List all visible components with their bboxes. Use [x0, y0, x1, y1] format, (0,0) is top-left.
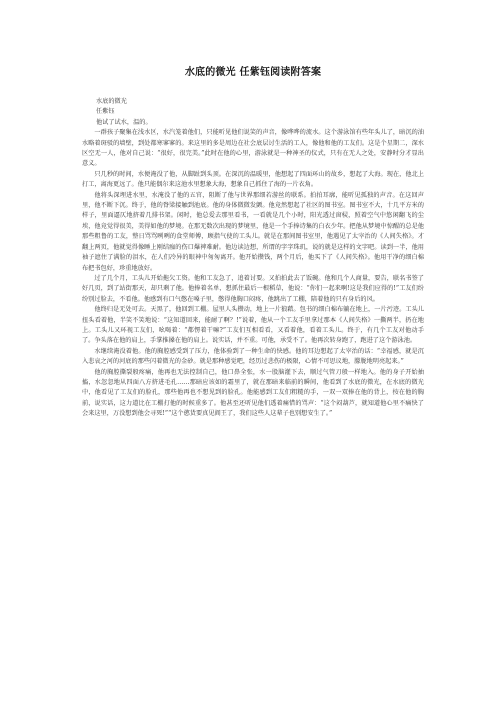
paragraph-2: 只几秒的时间，水便淹没了他，从脚趾到头顶。在深沉的温暖里，他想起了四面环山的故乡，想起了大海。现在，他北上打工，离海更远了。他只能偶尔来这池水里想象大海，想象自己抓住了海的一片衣角。 [82, 170, 424, 189]
document-title: 水底的微光 任紫钰阅读附答案 [184, 67, 322, 78]
story-author: 任紫钰 [96, 108, 115, 116]
opening-line: 他试了试水，温的。 [96, 118, 152, 126]
paragraph-3: 他将头深埋进水里，水淹没了他的五官，阻断了他与世界那细若游丝的联系。拍拍耳廓，能听见孤独的声音。在这回声里，他不断下沉。终于，他的脊梁接触到池底。他的身体微微发颤。他竟然想起了社区的图书室。图书室不大，十几平方米的样子，里面逼仄地挤着几排书架。闲时，他总爱去那里看书，一看就是几个小时，阳光透过窗棂，照着空气中悠闲翻飞的尘埃，他竟觉得很美，美得如他的梦境。在那无数次出现的梦境里，他是一个手捧诗集的白衣少年。把他从梦境中惊醒的总是他那些粗鲁的工友，整日骂骂咧咧的食堂师傅，顾指气使的工头儿。就是在那间图书室里，他遇见了太宰治的《人间失格》。才翻上两页，他就觉得像睡上刚结痂的伤口爆裨难耐。他边读边想，所谓的字字珠玑，说的就是这样的文字吧。读到一半，他用袖子遮住了满脸的泪水，在人们冷异的眼神中匆匆离开。他开始攒钱，两个月后，他买下了《人间失格》。他用干净的细白棉布把书包好，珍重地放好。 [82, 191, 424, 272]
paragraph-4: 过了几个月，工头儿开始拖欠工资。他和工友急了，追着讨要。又拍拍此去了饭碗。他和几个人商量，要告，联名书签了好几页，到了站街那天，却只剩了他。他捧着名单，想抓住最后一根稻草，他说：“你们一起来啊!这是我们应得的!”工友们纷纷别过脸去，不看他。他感到有口气憋在嗓子里，憋得他胸口闷疼，他跳出了工棚，陪着他的只有身后的风。 [82, 274, 424, 303]
paragraph-5: 他终归是无处可去。天黑了，他回到工棚。屋里人头攒动，地上一片狼藉。包书的细白棉布躺在地上，一片污迹。工头儿扭头看着他，半笑不笑地说：“这知道回来，能耐了啊？!”说着，他从一个工友手里拿过那本《人间失格》一撕两半，扔在地上。工头儿又环视工友们，吆喝着：“都愣着干嘛?”工友们互相看看，又看着他，看着工头儿。终于，有几个工友对他动手了。争头落在他的肩上，手掌推搡在他的肩上。说实话，并不重。可他，承受不了。他再次转身跑了，跑进了这个游泳池。 [82, 306, 424, 345]
paragraph-7: 他的胸腔撕裂般疼痛，他再也无法控制自己，他口鼻全张，水一股脑灌下去，顺过气管刀般一样地入。他的身子开始抽搐，水忽忽地从四面八方挤进毛孔……那暗应该如的霜里了，就在那暗来临前的瞬间，他看到了水底的微光，在水底的微光中，他看见了工友们的脸孔，那些他再也不想见到的脸孔。他能感到工友们粗糙的手，一双一双捧在他的背上，按在他的胸前，说实话，这力道比在工棚打他的时候重多了。他甚至还听见他们透着痛惜的骂声：“这个闷葫芦，就知道他心里不痛快了会来这里，万没想到他会寻死!”“这个憨货要真见阎王了，我们这些人这辈子也别想安生了。” [82, 368, 424, 418]
paragraph-1: 一群孩子聚集在浅水区，水汽笼着他们，只能听见他们说笑的声音，像哗哗的流水。这个游泳馆有些年头儿了，暗沉的油水略着斑驳的墙壁，到处都寒寥寥的。来这里的多是周边在社会底层讨生活的工人，像他和他的工友们。这是个星期二，深水区空无一人，他对自己说：“很好，很完美。”此时在他的心里，游泳就是一种神圣的仪式，只有在无人之处，安静时分才显出意义。 [82, 129, 424, 168]
paragraph-6: 水继续淹没着他。他的胸腔感受到了压力，他体验到了一种生命的快感。他的耳边想起了太宰治的话：“幸福感，就是沉入悲哀之河的河底的那些闪着微光的金砂。就是那种感觉吧，经历过悲伤的极限，心情不可思议地，朦胧地明亮起来。” [82, 347, 424, 366]
story-title: 水底的微光 [96, 98, 127, 105]
